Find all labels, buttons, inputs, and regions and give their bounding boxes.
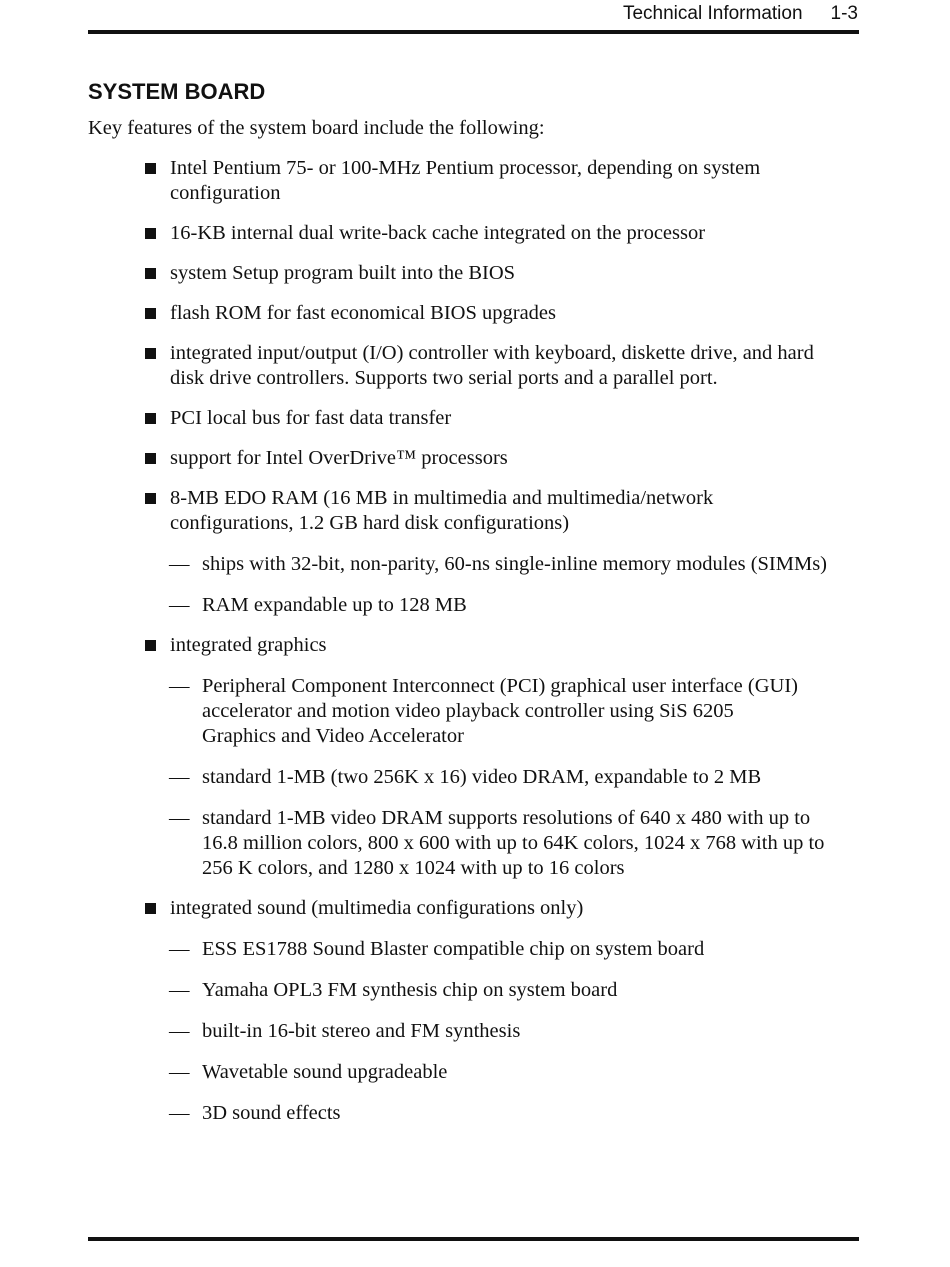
item-line: Graphics and Video Accelerator [202, 725, 464, 747]
item-line: system Setup program built into the BIOS [170, 262, 516, 284]
dash-marker: — [169, 1061, 190, 1083]
item-line: Yamaha OPL3 FM synthesis chip on system board [202, 979, 618, 1001]
item-line: ships with 32-bit, non-parity, 60-ns single-inline memory modules (SIMMs) [202, 553, 828, 575]
list-item [145, 446, 508, 471]
item-line: Peripheral Component Interconnect (PCI) graphical user interface (GUI) [202, 675, 798, 697]
dash-marker: — [169, 766, 190, 788]
sub-list-item [169, 1019, 520, 1044]
item-line: Intel Pentium 75- or 100-MHz Pentium processor, depending on system [170, 157, 761, 179]
item-line: disk drive controllers. Supports two serial ports and a parallel port. [170, 367, 718, 389]
list-item [145, 221, 705, 246]
dash-marker: — [169, 938, 190, 960]
item-line: PCI local bus for fast data transfer [170, 407, 452, 429]
list-item [145, 633, 327, 658]
dash-marker: — [169, 807, 190, 829]
sub-list-item [169, 765, 761, 790]
bullet-marker [145, 493, 156, 504]
bullet-marker [145, 413, 156, 424]
dash-marker: — [169, 1020, 190, 1042]
dash-marker: — [169, 553, 190, 575]
sub-list-item [169, 674, 798, 749]
item-line: integrated sound (multimedia configurations only) [170, 897, 584, 919]
sub-list-item [169, 593, 467, 618]
bullet-marker [145, 348, 156, 359]
item-line: standard 1-MB video DRAM supports resolutions of 640 x 480 with up to [202, 807, 811, 829]
header-section-title: Technical Information [622, 3, 803, 24]
bullet-marker [145, 453, 156, 464]
list-item [145, 341, 814, 391]
item-line: built-in 16-bit stereo and FM synthesis [202, 1020, 521, 1042]
bullet-marker [145, 228, 156, 239]
item-line: support for Intel OverDrive™ processors [170, 447, 508, 469]
item-line: flash ROM for fast economical BIOS upgrades [170, 302, 556, 324]
footer-rule [88, 1237, 859, 1241]
page-number: 1-3 [830, 3, 858, 24]
item-line: configurations, 1.2 GB hard disk configurations) [170, 512, 570, 534]
bullet-marker [145, 268, 156, 279]
list-item [145, 486, 713, 536]
item-line: 256 K colors, and 1280 x 1024 with up to 16 colors [202, 857, 625, 879]
sub-list-item [169, 1060, 447, 1085]
item-line: accelerator and motion video playback controller using SiS 6205 [202, 700, 734, 722]
list-item [145, 261, 515, 286]
header-rule [88, 30, 859, 34]
item-line: integrated graphics [170, 634, 327, 656]
sub-list-item [169, 1101, 341, 1126]
list-item [145, 156, 760, 206]
dash-marker: — [169, 594, 190, 616]
section-title: SYSTEM BOARD [88, 79, 266, 104]
intro-paragraph: Key features of the system board include the following: [88, 117, 545, 139]
item-line: 8-MB EDO RAM (16 MB in multimedia and multimedia/network [170, 487, 714, 509]
sub-list-item [169, 806, 824, 881]
item-line: 16.8 million colors, 800 x 600 with up to 64K colors, 1024 x 768 with up to [202, 832, 825, 854]
sub-list-item [169, 552, 827, 577]
item-line: ESS ES1788 Sound Blaster compatible chip on system board [202, 938, 705, 960]
item-line: Wavetable sound upgradeable [202, 1061, 448, 1083]
dash-marker: — [169, 675, 190, 697]
bullet-marker [145, 308, 156, 319]
bullet-marker [145, 163, 156, 174]
item-line: configuration [170, 182, 281, 204]
list-item [145, 406, 451, 431]
item-line: 3D sound effects [202, 1102, 341, 1124]
list-item [145, 896, 583, 921]
bullet-marker [145, 903, 156, 914]
sub-list-item [169, 978, 617, 1003]
item-line: standard 1-MB (two 256K x 16) video DRAM, expandable to 2 MB [202, 766, 762, 788]
dash-marker: — [169, 979, 190, 1001]
sub-list-item [169, 937, 704, 962]
item-line: integrated input/output (I/O) controller with keyboard, diskette drive, and hard [170, 342, 814, 364]
running-header [623, 3, 858, 25]
item-line: RAM expandable up to 128 MB [202, 594, 467, 616]
bullet-marker [145, 640, 156, 651]
item-line: 16-KB internal dual write-back cache integrated on the processor [170, 222, 706, 244]
dash-marker: — [169, 1102, 190, 1124]
list-item [145, 301, 556, 326]
